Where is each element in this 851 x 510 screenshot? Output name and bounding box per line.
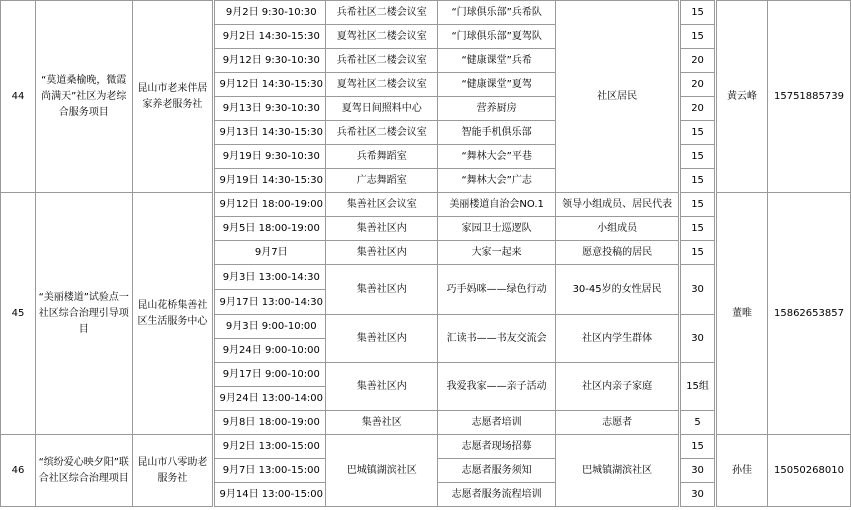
activity-place: 集善社区内 bbox=[326, 217, 438, 241]
contact-person: 董唯 bbox=[716, 193, 768, 435]
activity-name: 志愿者服务须知 bbox=[438, 459, 556, 483]
activity-time: 9月7日 13:00-15:00 bbox=[214, 459, 326, 483]
activity-time: 9月5日 18:00-19:00 bbox=[214, 217, 326, 241]
activity-name: 美丽楼道自治会NO.1 bbox=[438, 193, 556, 217]
activity-time: 9月13日 9:30-10:30 bbox=[214, 97, 326, 121]
activity-time: 9月2日 13:00-15:00 bbox=[214, 435, 326, 459]
activity-count: 15 bbox=[680, 25, 716, 49]
activity-audience: 愿意投稿的居民 bbox=[556, 241, 680, 265]
activity-time: 9月12日 9:30-10:30 bbox=[214, 49, 326, 73]
activity-time: 9月7日 bbox=[214, 241, 326, 265]
activity-time: 9月2日 9:30-10:30 bbox=[214, 1, 326, 25]
activity-place: 夏驾社区二楼会议室 bbox=[326, 73, 438, 97]
activity-time: 9月12日 18:00-19:00 bbox=[214, 193, 326, 217]
activity-place: 集善社区 bbox=[326, 411, 438, 435]
contact-phone: 15862653857 bbox=[767, 193, 850, 435]
contact-phone: 15751885739 bbox=[767, 1, 850, 193]
activity-time: 9月13日 14:30-15:30 bbox=[214, 121, 326, 145]
activity-name: “舞林大会”平巷 bbox=[438, 145, 556, 169]
activity-place: 夏驾日间照料中心 bbox=[326, 97, 438, 121]
activity-count: 20 bbox=[680, 97, 716, 121]
activity-name: 巧手妈咪——绿色行动 bbox=[438, 265, 556, 315]
activity-name: 大家一起来 bbox=[438, 241, 556, 265]
contact-person: 孙佳 bbox=[716, 435, 768, 507]
contact-person: 黄云峰 bbox=[716, 1, 768, 193]
activity-count: 30 bbox=[680, 315, 716, 363]
activity-name: “健康课堂”兵希 bbox=[438, 49, 556, 73]
activity-place: 兵希舞蹈室 bbox=[326, 145, 438, 169]
activity-time: 9月3日 9:00-10:00 bbox=[214, 315, 326, 339]
activity-name: 志愿者培训 bbox=[438, 411, 556, 435]
activity-time: 9月19日 14:30-15:30 bbox=[214, 169, 326, 193]
activity-count: 15 bbox=[680, 121, 716, 145]
project-org: 昆山花桥集善社区生活服务中心 bbox=[132, 193, 214, 435]
activity-place: 集善社区内 bbox=[326, 241, 438, 265]
project-name: “莫道桑榆晚，微霞尚满天”社区为老综合服务项目 bbox=[35, 1, 132, 193]
activity-name: “舞林大会”广志 bbox=[438, 169, 556, 193]
activity-audience: 社区居民 bbox=[556, 1, 680, 193]
activity-time: 9月24日 13:00-14:00 bbox=[214, 387, 326, 411]
activity-audience: 社区内亲子家庭 bbox=[556, 363, 680, 411]
activity-time: 9月19日 9:30-10:30 bbox=[214, 145, 326, 169]
activity-count: 15 bbox=[680, 1, 716, 25]
activity-count: 15组 bbox=[680, 363, 716, 411]
project-org: 昆山市八零助老服务社 bbox=[132, 435, 214, 507]
activity-count: 20 bbox=[680, 49, 716, 73]
activity-place: 集善社区内 bbox=[326, 315, 438, 363]
activity-place: 巴城镇湖滨社区 bbox=[326, 435, 438, 507]
activity-time: 9月12日 14:30-15:30 bbox=[214, 73, 326, 97]
activity-name: 志愿者服务流程培训 bbox=[438, 483, 556, 507]
activity-audience: 领导小组成员、居民代表 bbox=[556, 193, 680, 217]
activity-place: 广志舞蹈室 bbox=[326, 169, 438, 193]
activity-count: 15 bbox=[680, 241, 716, 265]
activity-name: “健康课堂”夏驾 bbox=[438, 73, 556, 97]
activity-count: 30 bbox=[680, 265, 716, 315]
activity-time: 9月24日 9:00-10:00 bbox=[214, 339, 326, 363]
activity-time: 9月8日 18:00-19:00 bbox=[214, 411, 326, 435]
project-no: 46 bbox=[1, 435, 36, 507]
activity-name: 我爱我家——亲子活动 bbox=[438, 363, 556, 411]
activity-count: 15 bbox=[680, 217, 716, 241]
project-org: 昆山市老来伴居家养老服务社 bbox=[132, 1, 214, 193]
activity-time: 9月2日 14:30-15:30 bbox=[214, 25, 326, 49]
activity-count: 30 bbox=[680, 483, 716, 507]
activity-count: 15 bbox=[680, 193, 716, 217]
activity-count: 15 bbox=[680, 435, 716, 459]
activity-time: 9月3日 13:00-14:30 bbox=[214, 265, 326, 290]
activity-time: 9月17日 9:00-10:00 bbox=[214, 363, 326, 387]
activity-place: 兵希社区二楼会议室 bbox=[326, 49, 438, 73]
activity-name: 智能手机俱乐部 bbox=[438, 121, 556, 145]
activity-audience: 30-45岁的女性居民 bbox=[556, 265, 680, 315]
activity-count: 5 bbox=[680, 411, 716, 435]
activity-audience: 社区内学生群体 bbox=[556, 315, 680, 363]
activity-place: 夏驾社区二楼会议室 bbox=[326, 25, 438, 49]
project-name: “缤纷爱心映夕阳”联合社区综合治理项目 bbox=[35, 435, 132, 507]
activity-place: 集善社区会议室 bbox=[326, 193, 438, 217]
project-name: “美丽楼道”试验点一社区综合治理引导项目 bbox=[35, 193, 132, 435]
activity-name: 志愿者现场招募 bbox=[438, 435, 556, 459]
activity-name: 家园卫士巡逻队 bbox=[438, 217, 556, 241]
activity-name: 营养厨房 bbox=[438, 97, 556, 121]
activity-name: “门球俱乐部”兵希队 bbox=[438, 1, 556, 25]
activity-count: 30 bbox=[680, 459, 716, 483]
activity-place: 集善社区内 bbox=[326, 363, 438, 411]
project-no: 44 bbox=[1, 1, 36, 193]
project-no: 45 bbox=[1, 193, 36, 435]
activity-place: 兵希社区二楼会议室 bbox=[326, 1, 438, 25]
activity-time: 9月14日 13:00-15:00 bbox=[214, 483, 326, 507]
activity-name: “门球俱乐部”夏驾队 bbox=[438, 25, 556, 49]
activity-name: 汇读书——书友交流会 bbox=[438, 315, 556, 363]
activity-time: 9月17日 13:00-14:30 bbox=[214, 290, 326, 315]
activity-audience: 巴城镇湖滨社区 bbox=[556, 435, 680, 507]
activity-count: 15 bbox=[680, 145, 716, 169]
activity-count: 15 bbox=[680, 169, 716, 193]
activity-count: 20 bbox=[680, 73, 716, 97]
activity-place: 集善社区内 bbox=[326, 265, 438, 315]
activity-audience: 小组成员 bbox=[556, 217, 680, 241]
activity-place: 兵希社区二楼会议室 bbox=[326, 121, 438, 145]
contact-phone: 15050268010 bbox=[767, 435, 850, 507]
activity-audience: 志愿者 bbox=[556, 411, 680, 435]
